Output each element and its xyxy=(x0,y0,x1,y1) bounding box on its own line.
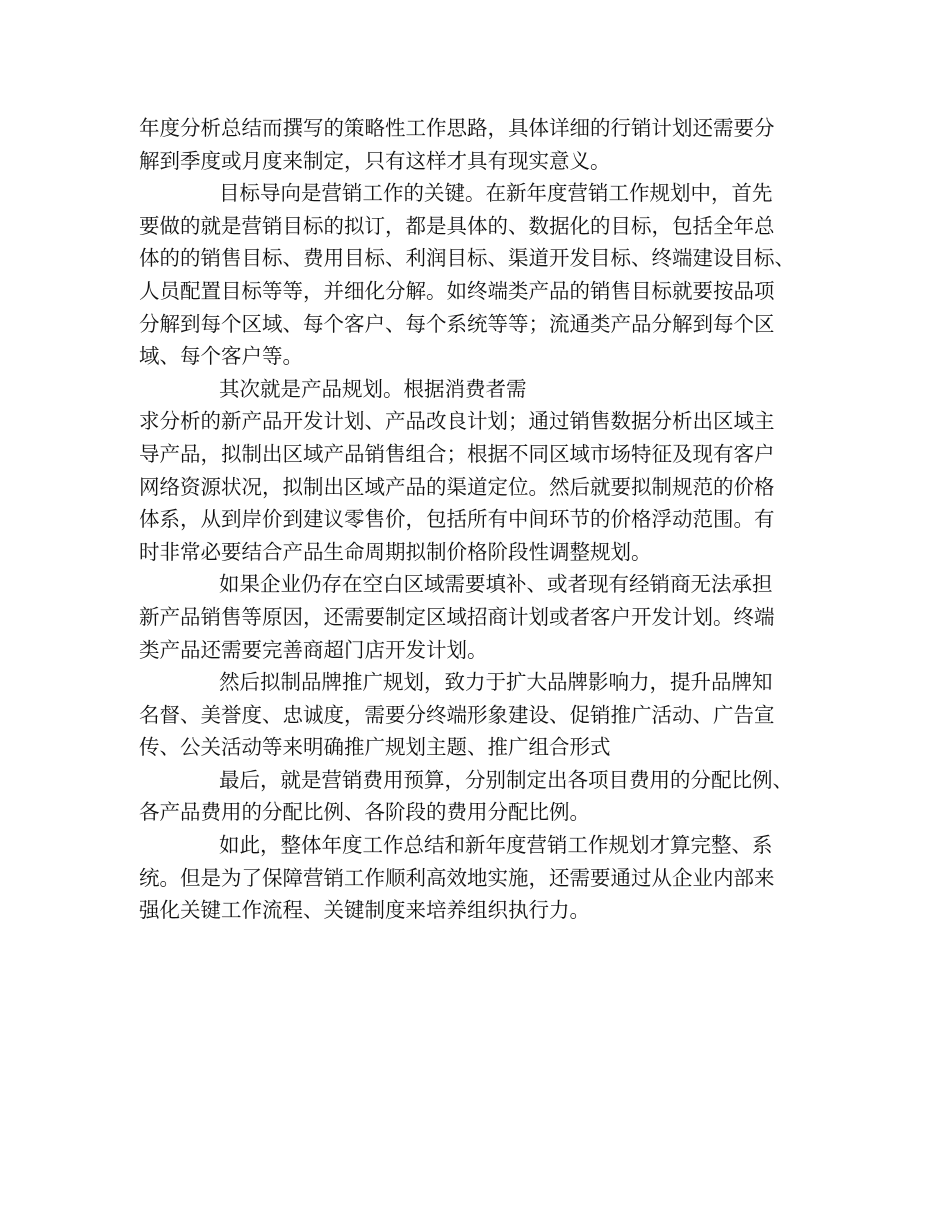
text-line: 要做的就是营销目标的拟订，都是具体的、数据化的目标，包括全年总 xyxy=(139,213,775,238)
text-line: 传、公关活动等来明确推广规划主题、推广组合形式 xyxy=(139,735,611,760)
text-line: 人员配置目标等等，并细化分解。如终端类产品的销售目标就要按品项 xyxy=(139,278,775,303)
text-line: 体的的销售目标、费用目标、利润目标、渠道开发目标、终端建设目标、 xyxy=(139,246,795,271)
document-body xyxy=(139,112,829,927)
paragraph-first-line: 目标导向是营销工作的关键。在新年度营销工作规划中，首先 xyxy=(219,181,773,206)
text-line: 强化关键工作流程、关键制度来培养组织执行力。 xyxy=(139,898,590,923)
text-line: 类产品还需要完善商超门店开发计划。 xyxy=(139,637,488,662)
text-line: 统。但是为了保障营销工作顺利高效地实施，还需要通过从企业内部来 xyxy=(139,865,775,890)
paragraph-first-line: 最后，就是营销费用预算，分别制定出各项目费用的分配比例、 xyxy=(219,767,793,792)
text-line: 分解到每个区域、每个客户、每个系统等等；流通类产品分解到每个区 xyxy=(139,311,775,336)
text-line: 各产品费用的分配比例、各阶段的费用分配比例。 xyxy=(139,800,590,825)
text-line: 域、每个客户等。 xyxy=(139,344,303,369)
text-line: 导产品，拟制出区域产品销售组合；根据不同区域市场特征及现有客户 xyxy=(139,441,775,466)
text-line: 名督、美誉度、忠诚度，需要分终端形象建设、促销推广活动、广告宣 xyxy=(139,702,775,727)
text-line: 体系，从到岸价到建议零售价，包括所有中间环节的价格浮动范围。有 xyxy=(139,507,775,532)
text-line: 解到季度或月度来制定，只有这样才具有现实意义。 xyxy=(139,148,611,173)
text-line: 新产品销售等原因，还需要制定区域招商计划或者客户开发计划。终端 xyxy=(139,604,775,629)
paragraph-first-line: 如果企业仍存在空白区域需要填补、或者现有经销商无法承担 xyxy=(219,572,773,597)
paragraph-first-line: 其次就是产品规划。根据消费者需 xyxy=(219,376,527,401)
text-line: 时非常必要结合产品生命周期拟制价格阶段性调整规划。 xyxy=(139,539,652,564)
paragraph-first-line: 然后拟制品牌推广规划，致力于扩大品牌影响力，提升品牌知 xyxy=(219,670,773,695)
text-line: 求分析的新产品开发计划、产品改良计划；通过销售数据分析出区域主 xyxy=(139,409,775,434)
paragraph-first-line: 如此，整体年度工作总结和新年度营销工作规划才算完整、系 xyxy=(219,833,773,858)
text-line: 网络资源状况，拟制出区域产品的渠道定位。然后就要拟制规范的价格 xyxy=(139,474,775,499)
text-line: 年度分析总结而撰写的策略性工作思路，具体详细的行销计划还需要分 xyxy=(139,116,775,140)
